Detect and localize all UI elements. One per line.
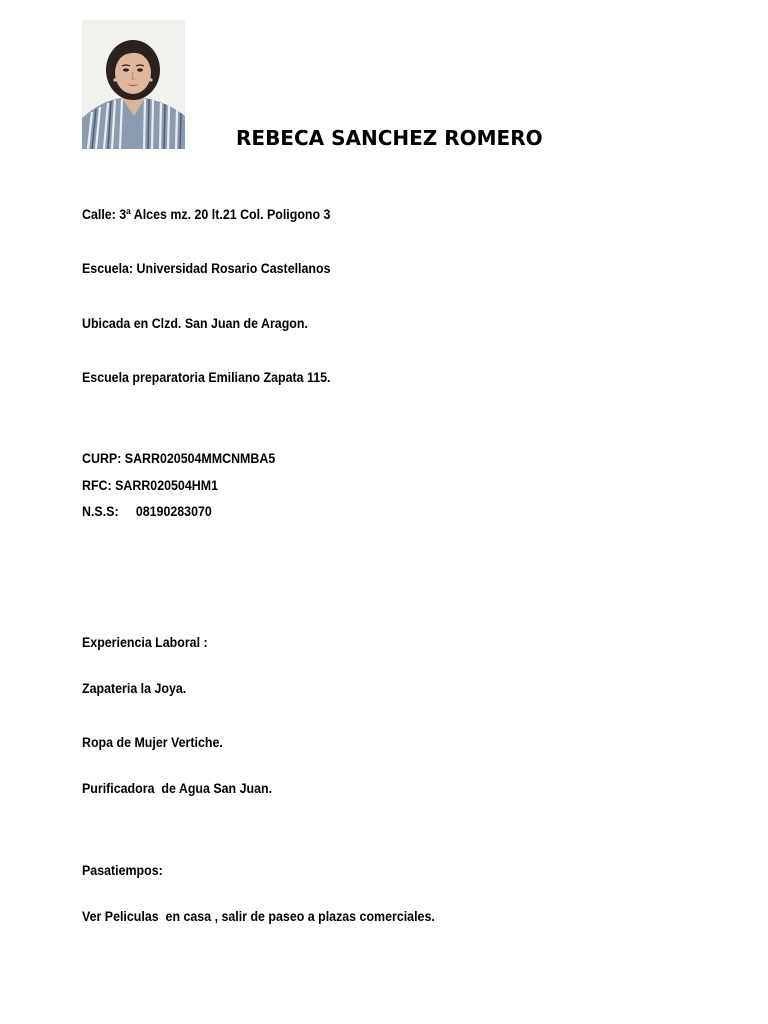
hobbies-heading: Pasatiempos:: [82, 863, 163, 878]
candidate-name: REBECA SANCHEZ ROMERO: [236, 126, 543, 150]
experience-heading: Experiencia Laboral :: [82, 635, 208, 650]
hobbies-text: Ver Peliculas en casa , salir de paseo a plazas comerciales.: [82, 909, 435, 924]
high-school-line: Escuela preparatoria Emiliano Zapata 115.: [82, 370, 331, 385]
experience-item: Ropa de Mujer Vertiche.: [82, 735, 223, 750]
profile-photo: [82, 20, 185, 149]
curp-line: CURP: SARR020504MMCNMBA5: [82, 451, 276, 466]
portrait-image: [82, 20, 185, 149]
school-line: Escuela: Universidad Rosario Castellanos: [82, 261, 331, 276]
rfc-line: RFC: SARR020504HM1: [82, 478, 218, 493]
nss-line: N.S.S: 08190283070: [82, 504, 212, 519]
address-line: Calle: 3ª Alces mz. 20 lt.21 Col. Poligono 3: [82, 207, 331, 222]
school-location-line: Ubicada en Clzd. San Juan de Aragon.: [82, 316, 308, 331]
experience-item: Purificadora de Agua San Juan.: [82, 781, 273, 796]
experience-item: Zapateria la Joya.: [82, 681, 187, 696]
